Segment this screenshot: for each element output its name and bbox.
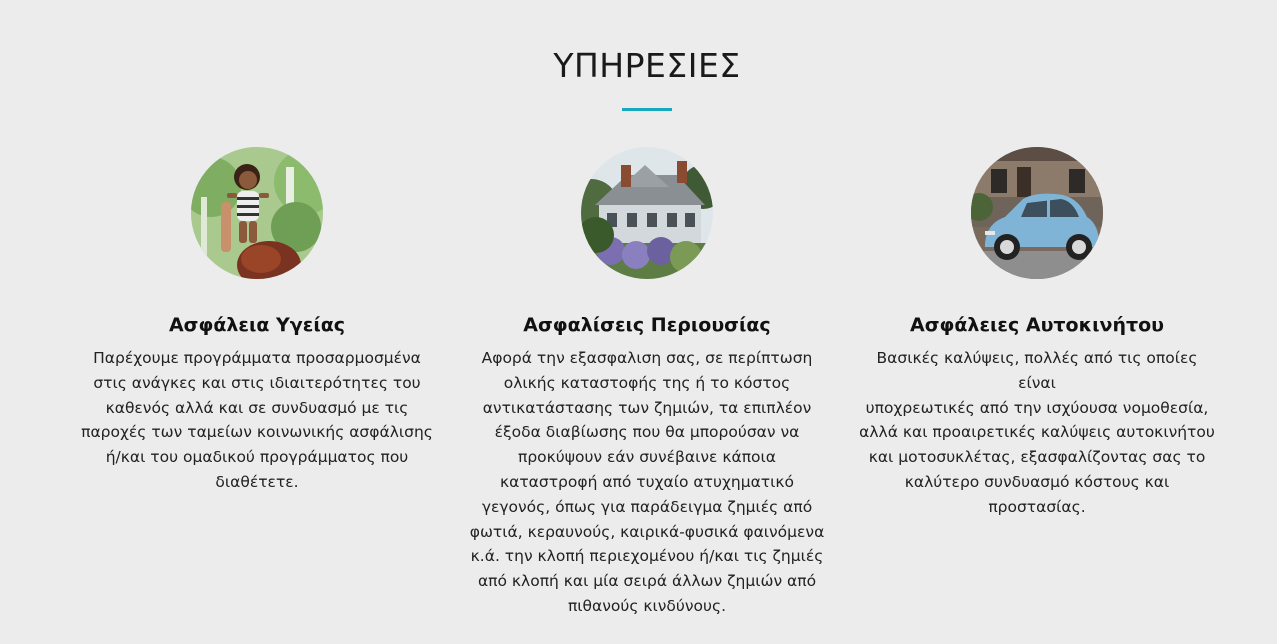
blue-car-photo — [971, 147, 1103, 279]
service-card-property — [467, 147, 827, 619]
house-photo — [581, 147, 713, 279]
service-title: Ασφάλεια Υγείας — [168, 314, 346, 336]
child-lifted-photo — [191, 147, 323, 279]
section-title: ΥΠΗΡΕΣΙΕΣ — [553, 46, 741, 85]
service-title: Ασφαλίσεις Περιουσίας — [523, 314, 771, 336]
title-underline — [622, 108, 672, 111]
service-card-health — [77, 147, 437, 495]
service-description: Αφορά την εξασφαλιση σας, σε περίπτωση ολικής καταστοφής της ή το κόστος αντικατάστασης των ζημιών, τα επιπλέον έξοδα διαβίωσης που θα μπορούσαν να προκύψουν εάν συνέβαινε κάποια καταστροφή από τυχαίο ατυχηματικό γεγονός, όπως για παράδειγμα ζημιές από φωτιά, κεραυνούς, καιρικά-φυσικά φαινόμενα κ.ά. την κλοπή περιεχομένου ή/και τις ζημιές από κλοπή και μία σειρά άλλων ζημιών από πιθανούς κινδύνους. — [469, 349, 825, 615]
service-description: Βασικές καλύψεις, πολλές από τις οποίες είναι υποχρεωτικές από την ισχύουσα νομοθεσία, αλλά και προαιρετικές καλύψεις αυτοκινήτου και μοτοσυκλέτας, εξασφαλίζοντας σας το καλύτερο συνδυασμό κόστους και προστασίας. — [859, 349, 1215, 516]
service-title: Ασφάλειες Αυτοκινήτου — [910, 314, 1164, 336]
service-description: Παρέχουμε προγράμματα προσαρμοσμένα στις ανάγκες και στις ιδιαιτερότητες του καθενός αλλά και σε συνδυασμό με τις παροχές των ταμείων κοινωνικής ασφάλισης ή/και του ομαδικού προγράμματος που διαθέτετε. — [81, 349, 433, 491]
service-card-car — [857, 147, 1217, 520]
